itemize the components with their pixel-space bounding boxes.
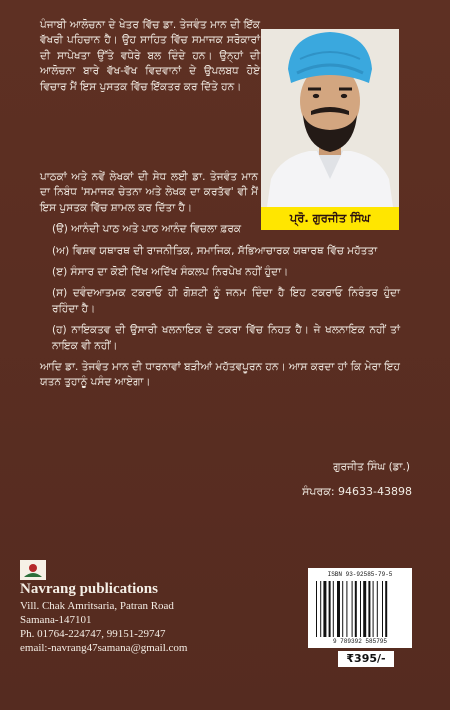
list-item: (ੳ) ਆਨੰਦੀ ਪਾਠ ਅਤੇ ਪਾਠ ਆਨੰਦ ਵਿਚਲਾ ਫ਼ਰਕ [52,223,242,236]
second-paragraph: ਪਾਠਕਾਂ ਅਤੇ ਨਵੇਂ ਲੇਖਕਾਂ ਦੀ ਸੇਧ ਲਈ ਡਾ. ਤੇਜਵੰਤ ਮਾਨ ਦਾ ਨਿਬੰਧ 'ਸਮਾਜਕ ਚੇਤਨਾ ਅਤੇ ਲੇਖਕ ਦਾ ਕਰਤੱਵ' ਵੀ ਮੈਂ ਇਸ ਪੁਸਤਕ ਵਿੱਚ ਸ਼ਾਮਲ ਕਰ ਦਿੱਤਾ ਹੈ। [40,171,258,214]
publisher-address-line1: Vill. Chak Amritsaria, Patran Road [20,600,174,612]
barcode-bars-icon [316,581,404,637]
contact-info: ਸੰਪਰਕ: 94633-43898 [302,485,412,498]
barcode-digits: 9 789392 585795 [332,638,387,645]
author-caption: ਪ੍ਰੋ. ਗੁਰਜੀਤ ਸਿੰਘ [261,207,399,230]
closing-paragraph: ਆਦਿ ਡਾ. ਤੇਜਵੰਤ ਮਾਨ ਦੀ ਧਾਰਨਾਵਾਂ ਬੜੀਆਂ ਮਹੱਤਵਪੂਰਨ ਹਨ। ਆਸ ਕਰਦਾ ਹਾਂ ਕਿ ਮੇਰਾ ਇਹ ਯਤਨ ਤੁਹਾਨੂੰ ਪਸੰਦ ਆਏਗਾ। [40,361,400,389]
publisher-logo-icon [20,560,46,580]
body-text [40,170,400,391]
signature: ਗੁਰਜੀਤ ਸਿੰਘ (ਡਾ.) [333,461,410,473]
price-tag: ₹395/- [338,651,394,667]
publisher-block [20,582,270,655]
publisher-email: email:-navrang47samana@gmail.com [20,642,188,654]
publisher-address-line2: Samana-147101 [20,614,92,626]
isbn-label: ISBN 93-92585-79-5 [327,571,393,578]
points-list [40,222,400,354]
list-item: (ੲ) ਸੰਸਾਰ ਦਾ ਕੋਈ ਦਿੱਖ ਅਦਿੱਖ ਸੰਕਲਪ ਨਿਰਪੇਖ ਨਹੀਂ ਹੁੰਦਾ। [52,266,289,279]
publisher-phone: Ph. 01764-224747, 99151-29747 [20,628,166,640]
publisher-name: Navrang publications [20,581,158,597]
list-item: (ਸ) ਦਵੰਦਆਤਮਕ ਟਕਰਾਓ ਹੀ ਗੋਸ਼ਟੀ ਨੂੰ ਜਨਮ ਦਿੰਦਾ ਹੈ ਇਹ ਟਕਰਾਓ ਨਿਰੰਤਰ ਹੁੰਦਾ ਰਹਿੰਦਾ ਹੈ। [52,287,400,315]
intro-paragraph: ਪੰਜਾਬੀ ਆਲੋਚਨਾ ਦੇ ਖੇਤਰ ਵਿੱਚ ਡਾ. ਤੇਜਵੰਤ ਮਾਨ ਦੀ ਇੱਕ ਵੱਖਰੀ ਪਹਿਚਾਨ ਹੈ। ਉਹ ਸਾਹਿਤ ਵਿੱਚ ਸਮਾਜਕ ਸਰੋਕਾਰਾਂ ਦੀ ਸਾਪੇਖਤਾ ਉੱਤੇ ਵਧੇਰੇ ਬਲ ਦਿੰਦੇ ਹਨ। ਉਨ੍ਹਾਂ ਦੀ ਆਲੋਚਨਾ ਬਾਰੇ ਵੱਖ-ਵੱਖ ਵਿਦਵਾਨਾਂ ਦੇ ਉਪਲਬਧ ਹੋਏ ਵਿਚਾਰ ਮੈਂ ਇਸ ਪੁਸਤਕ ਵਿੱਚ ਇੱਕਤਰ ਕਰ ਦਿੱਤੇ ਹਨ। [40,19,260,93]
barcode [308,568,412,648]
list-item: (ਅ) ਵਿਸ਼ਵ ਯਥਾਰਥ ਦੀ ਰਾਜਨੀਤਿਕ, ਸਮਾਜਿਕ, ਸੱਭਿਆਚਾਰਕ ਯਥਾਰਥ ਵਿੱਚ ਮਹੱਤਤਾ [52,244,378,257]
list-item: (ਹ) ਨਾਇਕਤਵ ਦੀ ਉਸਾਰੀ ਖਲਨਾਇਕ ਦੇ ਟਕਰਾ ਵਿੱਚ ਨਿਹਤ ਹੈ। ਜੇ ਖਲਨਾਇਕ ਨਹੀਂ ਤਾਂ ਨਾਇਕ ਵੀ ਨਹੀਂ। [52,324,400,352]
